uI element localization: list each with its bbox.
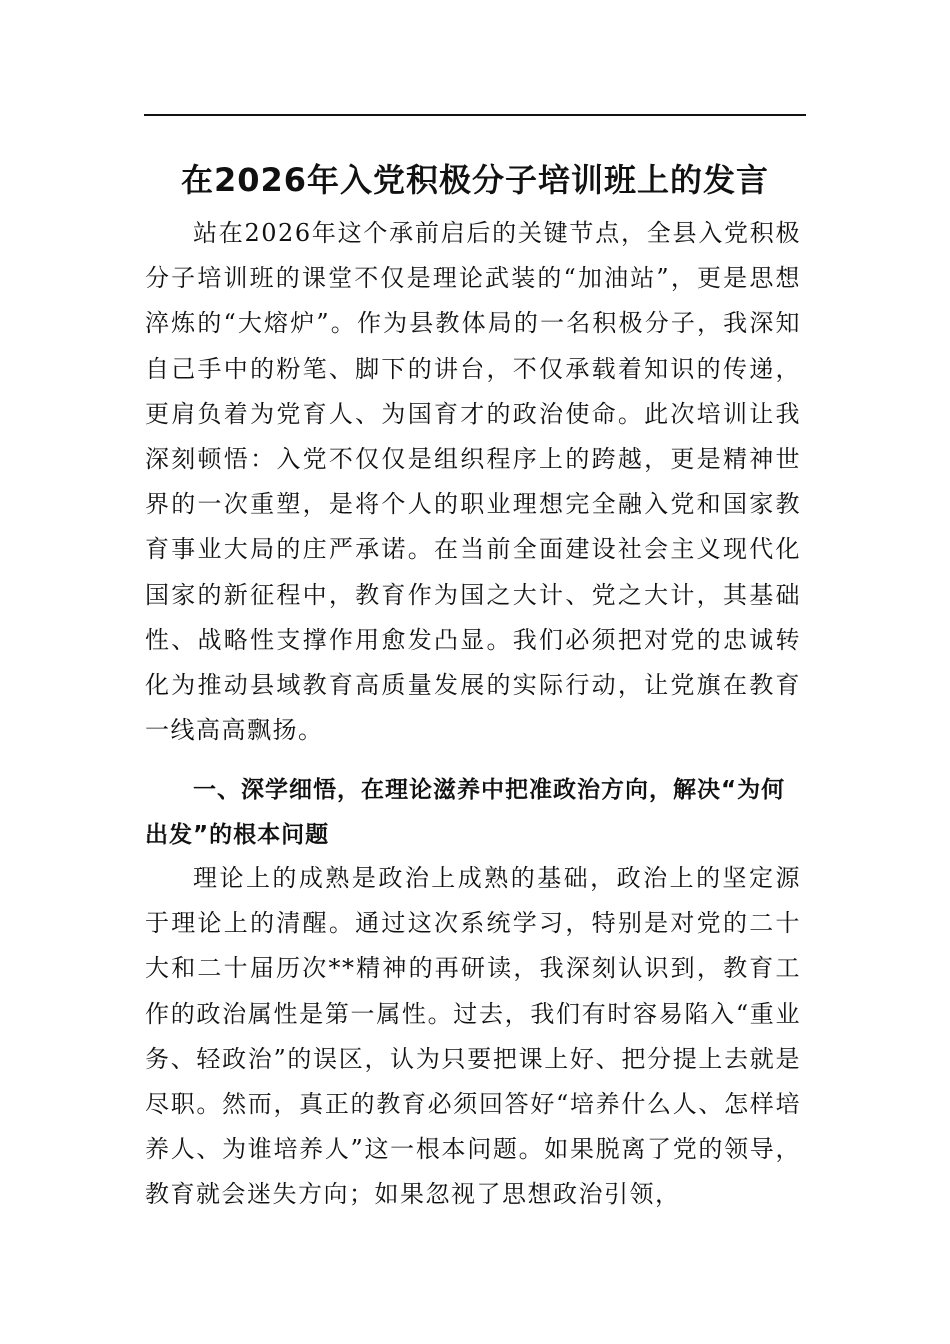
section-heading-1: 一、深学细悟，在理论滋养中把准政治方向，解决“为何出发”的根本问题 bbox=[145, 777, 786, 848]
document-title: 在2026年入党积极分子培训班上的发言 bbox=[180, 161, 770, 199]
header-rule bbox=[144, 114, 806, 116]
intro-paragraph: 站在2026年这个承前启后的关键节点，全县入党积极分子培训班的课堂不仅是理论武装的“加油站”，更是思想淬炼的“大熔炉”。作为县教体局的一名积极分子，我深知自己手中的粉笔、脚下的讲台，不仅承载着知识的传递，更肩负着为党育人、为国育才的政治使命。此次培训让我深刻顿悟：入党不仅仅是组织程序上的跨越，更是精神世界的一次重塑，是将个人的职业理想完全融入党和国家教育事业大局的庄严承诺。在当前全面建设社会主义现代化国家的新征程中，教育作为国之大计、党之大计，其基础性、战略性支撑作用愈发凸显。我们必须把对党的忠诚转化为推动县域教育高质量发展的实际行动，让党旗在教育一线高高飘扬。 bbox=[145, 219, 801, 745]
section-1-paragraph: 理论上的成熟是政治上成熟的基础，政治上的坚定源于理论上的清醒。通过这次系统学习，特别是对党的二十大和二十届历次**精神的再研读，我深刻认识到，教育工作的政治属性是第一属性。过去，我们有时容易陷入“重业务、轻政治”的误区，认为只要把课上好、把分提上去就是尽职。然而，真正的教育必须回答好“培养什么人、怎样培养人、为谁培养人”这一根本问题。如果脱离了党的领导，教育就会迷失方向；如果忽视了思想政治引领， bbox=[145, 864, 801, 1209]
